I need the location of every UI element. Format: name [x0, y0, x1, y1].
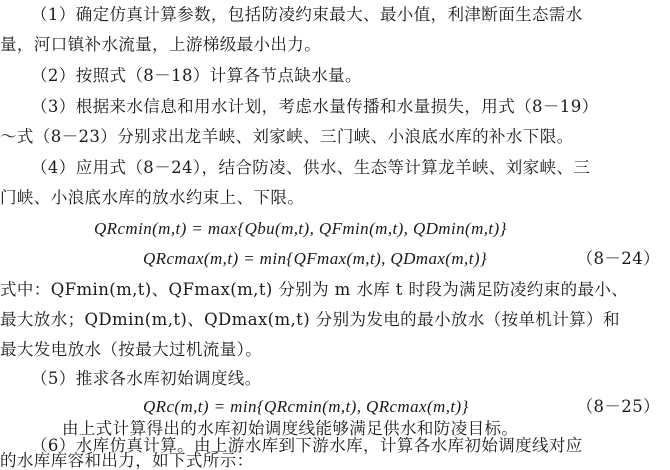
- paragraph-7: 由上式计算得出的水库初始调度线能够满足供水和防凌目标。: [62, 419, 519, 438]
- equation-number: （8－25）: [576, 397, 660, 416]
- paragraph-1-line-2: 量，河口镇补水流量，上游梯级最小出力。: [0, 35, 322, 54]
- equation-text: QRcmax(m,t) = min{QFmax(m,t), QDmax(m,t)}: [143, 249, 488, 268]
- equation-text: QRcmin(m,t) = max{Qbu(m,t), QFmin(m,t), QDmin(m,t)}: [94, 219, 507, 238]
- paragraph-4-line-1: （4）应用式（8－24），结合防凌、供水、生态等计算龙羊峡、刘家峡、三: [31, 158, 591, 177]
- paragraph-5-line-1: 式中：QFmin(m,t)、QFmax(m,t) 分别为 m 水库 t 时段为满足防凌约束的最小、: [0, 280, 629, 299]
- paragraph-8-line-1: （6）水库仿真计算。由上游水库到下游水库，计算各水库初始调度线对应: [31, 436, 583, 455]
- paragraph-4-line-2: 门峡、小浪底水库的放水约束上、下限。: [0, 188, 305, 207]
- paragraph-8-line-2: 的水库库容和出力，如下式所示：: [0, 451, 254, 470]
- paragraph-3-line-1: （3）根据来水信息和用水计划，考虑水量传播和水量损失，用式（8－19）: [31, 97, 599, 116]
- equation-text: QRc(m,t) = min{QRcmin(m,t), QRcmax(m,t)}: [143, 397, 469, 416]
- equation-8-24-max: [0, 244, 670, 274]
- equation-number: （8－24）: [576, 249, 660, 268]
- equation-8-24-min: [0, 214, 670, 244]
- paragraph-5-line-3: 最大发电放水（按最大过机流量）。: [0, 340, 263, 359]
- paragraph-1-line-1: （1）确定仿真计算参数，包括防凌约束最大、最小值，利津断面生态需水: [31, 5, 583, 24]
- paragraph-6: （5）推求各水库初始调度线。: [31, 369, 262, 388]
- paragraph-5-line-2: 最大放水；QDmin(m,t)、QDmax(m,t) 分别为发电的最小放水（按单机计算）和: [0, 310, 620, 329]
- paragraph-3-line-2: ～式（8－23）分别求出龙羊峡、刘家峡、三门峡、小浪底水库的补水下限。: [0, 127, 574, 146]
- paragraph-2: （2）按照式（8－18）计算各节点缺水量。: [31, 66, 362, 85]
